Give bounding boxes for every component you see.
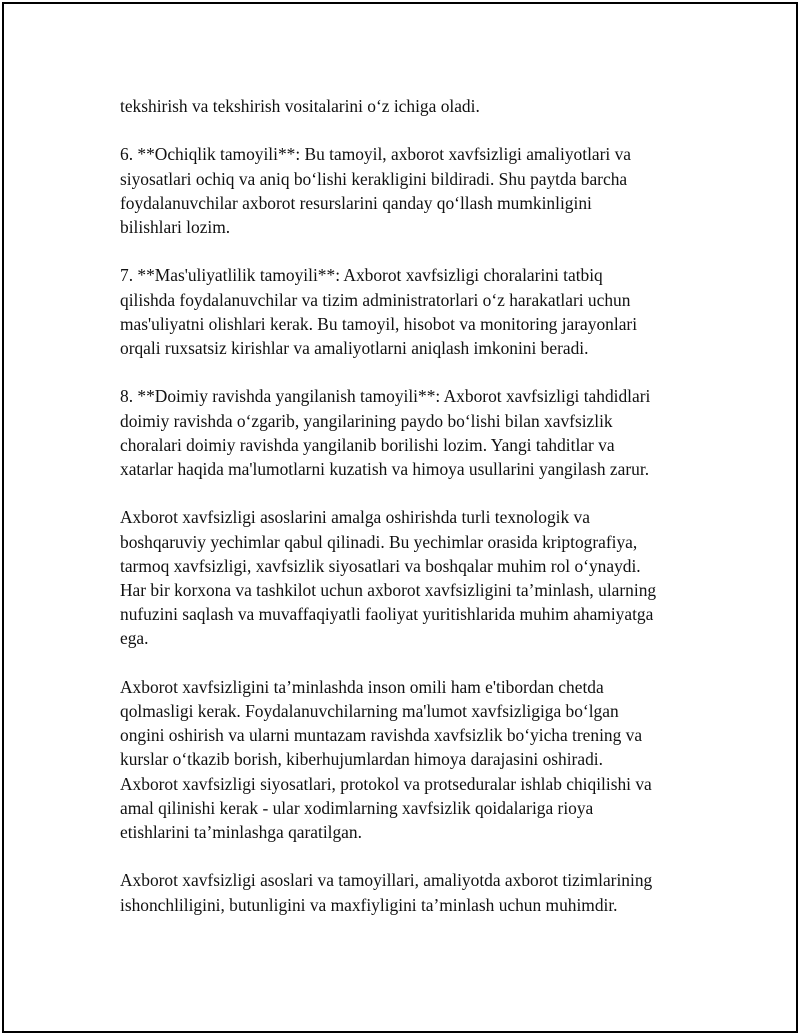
text-line: ishonchliligini, butunligini va maxfiyligini ta’minlash uchun muhimdir.	[120, 894, 618, 915]
text-line: mas'uliyatni olishlari kerak. Bu tamoyil, hisobot va monitoring jarayonlari	[120, 313, 638, 334]
text-line: Axborot xavfsizligini ta’minlashda inson omili ham e'tibordan chetda	[120, 676, 604, 697]
text-line: bilishlari lozim.	[120, 217, 231, 237]
text-line: 6. **Ochiqlik tamoyili**: Bu tamoyil, axborot xavfsizligi amaliyotlari va	[120, 144, 632, 165]
paragraph-human-factor	[120, 675, 700, 844]
page-frame	[2, 2, 798, 1033]
text-line: boshqaruviy yechimlar qabul qilinadi. Bu yechimlar orasida kriptografiya,	[120, 531, 638, 552]
paragraph-principle-6	[120, 142, 700, 239]
paragraph-principle-7	[120, 263, 700, 360]
text-line: amal qilinishi kerak - ular xodimlarning xavfsizlik qoidalariga rioya	[120, 797, 594, 818]
text-line: 8. **Doimiy ravishda yangilanish tamoyili**: Axborot xavfsizligi tahdidlari	[120, 386, 651, 407]
paragraph-continuation	[120, 94, 700, 118]
text-line: 7. **Mas'uliyatlilik tamoyili**: Axborot xavfsizligi choralarini tatbiq	[120, 265, 603, 286]
text-line: nufuzini saqlash va muvaffaqiyatli faoliyat yuritishlarida muhim ahamiyatga	[120, 604, 654, 625]
text-line: qilishda foydalanuvchilar va tizim administratorlari o‘z harakatlari uchun	[120, 289, 631, 310]
text-line: tekshirish va tekshirish vositalarini o‘z ichiga oladi.	[120, 96, 480, 116]
text-line: ega.	[120, 628, 149, 649]
document-body	[120, 94, 700, 941]
text-line: Axborot xavfsizligi asoslarini amalga oshirishda turli texnologik va	[120, 507, 590, 528]
paragraph-principle-8	[120, 384, 700, 481]
text-line: siyosatlari ochiq va aniq bo‘lishi kerakligini bildiradi. Shu paytda barcha	[120, 168, 628, 189]
text-line: Axborot xavfsizligi asoslari va tamoyillari, amaliyotda axborot tizimlarining	[120, 870, 653, 891]
text-line: Axborot xavfsizligi siyosatlari, protokol va protseduralar ishlab chiqilishi va	[120, 773, 652, 794]
text-line: kurslar o‘tkazib borish, kiberhujumlardan himoya darajasini oshiradi.	[120, 749, 603, 770]
text-line: orqali ruxsatsiz kirishlar va amaliyotlarni aniqlash imkonini beradi.	[120, 338, 589, 358]
text-line: etishlarini ta’minlashga qaratilgan.	[120, 822, 362, 843]
text-line: tarmoq xavfsizligi, xavfsizlik siyosatlari va boshqalar muhim rol o‘ynaydi.	[120, 555, 641, 576]
text-line: ongini oshirish va ularni muntazam ravishda xavfsizlik bo‘yicha trening va	[120, 725, 643, 746]
text-line: foydalanuvchilar axborot resurslarini qanday qo‘llash mumkinligini	[120, 192, 592, 213]
text-line: qolmasligi kerak. Foydalanuvchilarning ma'lumot xavfsizligiga bo‘lgan	[120, 701, 619, 721]
text-line: choralari doimiy ravishda yangilanib borilishi lozim. Yangi tahditlar va	[120, 434, 615, 455]
text-line: doimiy ravishda o‘zgarib, yangilarining paydo bo‘lishi bilan xavfsizlik	[120, 410, 613, 431]
text-line: xatarlar haqida ma'lumotlarni kuzatish va himoya usullarini yangilash zarur.	[120, 459, 650, 479]
text-line: Har bir korxona va tashkilot uchun axborot xavfsizligini ta’minlash, ularning	[120, 580, 657, 600]
paragraph-conclusion	[120, 868, 700, 916]
paragraph-implementation	[120, 505, 700, 650]
